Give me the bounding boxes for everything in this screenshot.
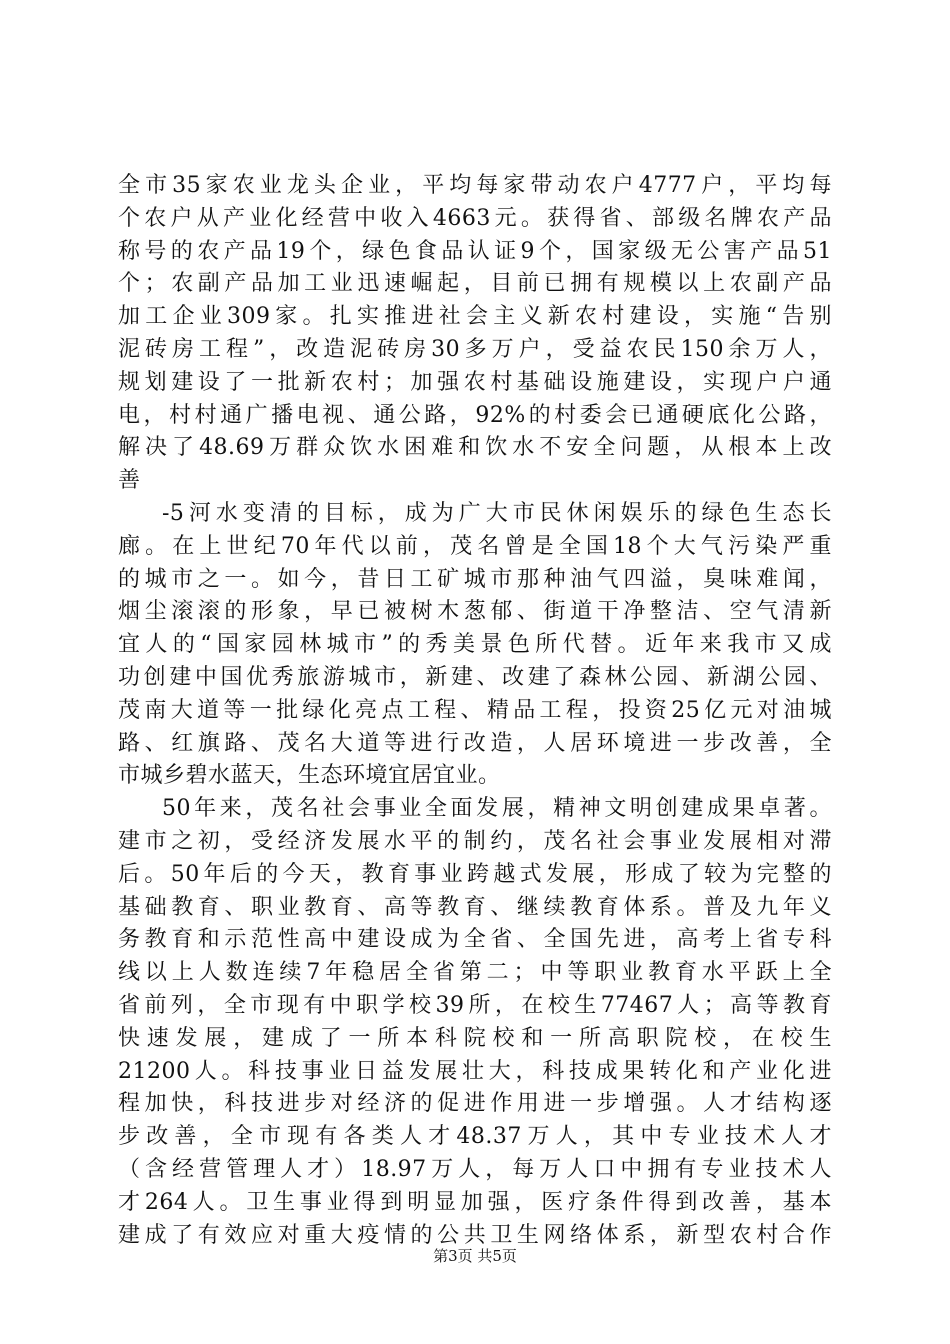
text-line: -5河水变清的目标，成为广大市民休闲娱乐的绿色生态长 xyxy=(162,500,832,526)
document-body xyxy=(118,170,832,1252)
text-line: 快速发展，建成了一所本科院校和一所高职院校，在校生 xyxy=(118,1025,832,1051)
text-line: 善 xyxy=(118,468,141,494)
text-line: 廊。在上世纪70年代以前，茂名曾是全国18个大气污染严重 xyxy=(118,533,832,559)
page-footer: 第3页 共5页 xyxy=(433,1247,517,1265)
text-line: 全市35家农业龙头企业，平均每家带动农户4777户，平均每 xyxy=(118,173,832,198)
text-line: 路、红旗路、茂名大道等进行改造，人居环境进一步改善，全 xyxy=(118,730,832,756)
text-line: 加工企业309家。扎实推进社会主义新农村建设，实施“告别 xyxy=(118,304,832,330)
text-line: 称号的农产品19个，绿色食品认证9个，国家级无公害产品51 xyxy=(118,238,832,264)
text-line: （含经营管理人才）18.97万人，每万人口中拥有专业技术人 xyxy=(118,1156,832,1182)
text-line: 功创建中国优秀旅游城市，新建、改建了森林公园、新湖公园、 xyxy=(118,664,832,690)
text-line: 才264人。卫生事业得到明显加强，医疗条件得到改善，基本 xyxy=(118,1189,832,1215)
text-line: 市城乡碧水蓝天，生态环境宜居宜业。 xyxy=(118,763,501,789)
text-line: 21200人。科技事业日益发展壮大，科技成果转化和产业化进 xyxy=(118,1058,832,1084)
text-line: 建市之初，受经济发展水平的制约，茂名社会事业发展相对滞 xyxy=(118,828,832,854)
text-line: 宜人的“国家园林城市”的秀美景色所代替。近年来我市又成 xyxy=(118,632,832,658)
text-line: 线以上人数连续7年稳居全省第二；中等职业教育水平跃上全 xyxy=(118,960,832,986)
text-line: 解决了48.69万群众饮水困难和饮水不安全问题，从根本上改 xyxy=(118,435,832,461)
text-line: 个农户从产业化经营中收入4663元。获得省、部级名牌农产品 xyxy=(118,205,832,231)
text-line: 步改善，全市现有各类人才48.37万人，其中专业技术人才 xyxy=(118,1124,832,1150)
text-line: 茂南大道等一批绿化亮点工程、精品工程，投资25亿元对油城 xyxy=(118,697,832,723)
text-line: 烟尘滚滚的形象，早已被树木葱郁、街道干净整洁、空气清新 xyxy=(118,599,832,625)
text-line: 个；农副产品加工业迅速崛起，目前已拥有规模以上农副产品 xyxy=(118,271,832,297)
text-line: 程加快，科技进步对经济的促进作用进一步增强。人才结构逐 xyxy=(118,1091,832,1117)
text-line: 50年来，茂名社会事业全面发展，精神文明创建成果卓著。 xyxy=(162,796,832,822)
text-line: 泥砖房工程”，改造泥砖房30多万户，受益农民150余万人， xyxy=(118,336,832,362)
text-line: 省前列，全市现有中职学校39所，在校生77467人；高等教育 xyxy=(118,992,832,1018)
text-line: 规划建设了一批新农村；加强农村基础设施建设，实现户户通 xyxy=(118,369,832,395)
text-line: 务教育和示范性高中建设成为全省、全国先进，高考上省专科 xyxy=(118,927,832,953)
text-line: 建成了有效应对重大疫情的公共卫生网络体系，新型农村合作 xyxy=(118,1222,832,1248)
text-line: 电，村村通广播电视、通公路，92%的村委会已通硬底化公路， xyxy=(118,402,832,428)
text-line: 基础教育、职业教育、高等教育、继续教育体系。普及九年义 xyxy=(118,894,832,920)
text-line: 的城市之一。如今，昔日工矿城市那种油气四溢，臭味难闻， xyxy=(118,566,832,592)
text-line: 后。50年后的今天，教育事业跨越式发展，形成了较为完整的 xyxy=(118,861,832,887)
